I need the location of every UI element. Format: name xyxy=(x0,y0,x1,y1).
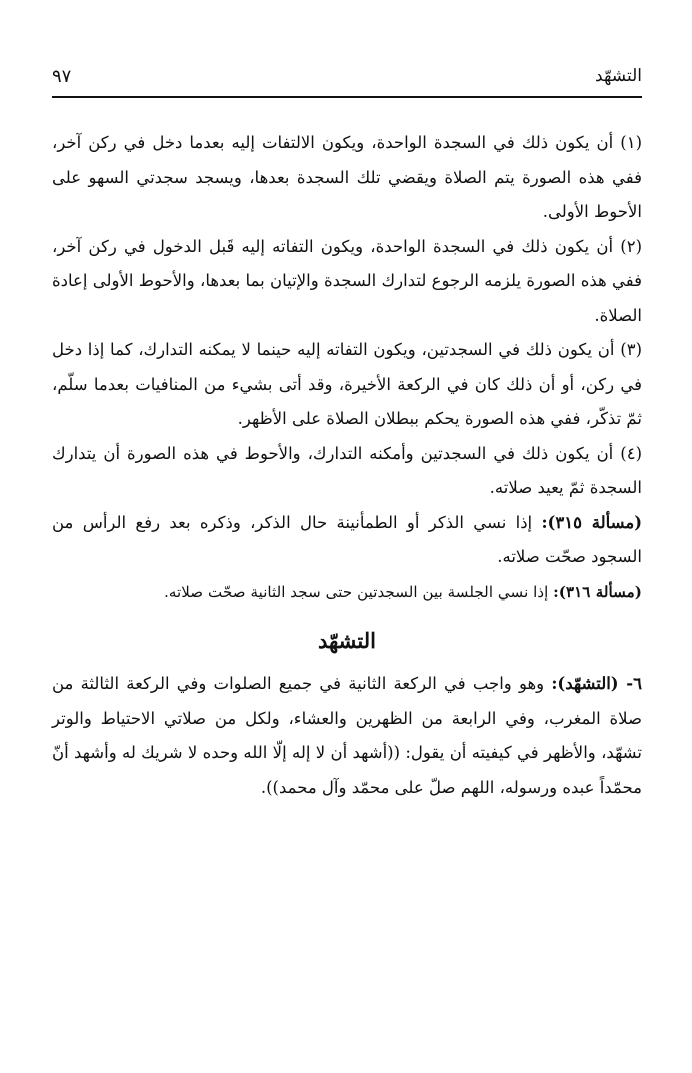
issue-315-paragraph xyxy=(52,506,642,575)
issue-316-text: إذا نسي الجلسة بين السجدتين حتى سجد الثانية صحّت صلاته. xyxy=(164,582,554,601)
case-paragraph-2-text: (٢) أن يكون ذلك في السجدة الواحدة، ويكون التفاته إليه قَبل الدخول في ركن آخر، ففي هذه الصورة يلزمه الرجوع لتدارك السجدة والإتيان بما بعدها، والأحوط الأولى إعادة الصلاة. xyxy=(52,236,642,325)
issue-316-label: (مسألة ٣١٦): xyxy=(553,582,642,601)
book-page xyxy=(52,60,642,1040)
tashahhud-text: وهو واجب في الركعة الثانية في جميع الصلوات وفي الركعة الثالثة من صلاة المغرب، وفي الرابعة من الظهرين والعشاء، ولكل من صلاتي الاحتياط والوتر تشهّد، والأظهر في كيفيته أن يقول: ((أشهد أن لا إله إلّا الله وحده لا شريك له وأشهد أنّ محمّداً عبده ورسوله، اللهم صلّ على محمّد وآل محمد)). xyxy=(52,674,642,797)
case-paragraph-4 xyxy=(52,437,642,506)
tashahhud-label: ٦- (التشهّد): xyxy=(551,674,643,693)
section-heading: التشهّد xyxy=(317,628,376,653)
issue-315-label: (مسألة ٣١٥): xyxy=(541,512,643,532)
header-rule xyxy=(52,96,642,98)
issue-315-text: إذا نسي الذكر أو الطمأنينة حال الذكر، وذكره بعد رفع الرأس من السجود صحّت صلاته. xyxy=(52,512,642,566)
issue-316-paragraph xyxy=(52,575,642,610)
case-paragraph-1 xyxy=(52,126,642,230)
case-paragraph-2 xyxy=(52,230,642,334)
body-text xyxy=(52,126,642,805)
running-header xyxy=(52,60,642,92)
case-paragraph-4-text: (٤) أن يكون ذلك في السجدتين وأمكنه التدارك، والأحوط في هذه الصورة أن يتدارك السجدة ثمّ يعيد صلاته. xyxy=(52,443,642,497)
tashahhud-paragraph xyxy=(52,667,642,805)
running-header-title: التشهّد xyxy=(595,66,642,86)
page-number: ٩٧ xyxy=(52,66,72,87)
case-paragraph-3 xyxy=(52,333,642,437)
case-paragraph-3-text: (٣) أن يكون ذلك في السجدتين، ويكون التفاته إليه حينما لا يمكنه التدارك، كما إذا دخل في ركن، أو أن ذلك كان في الركعة الأخيرة، وقد أتى بشيء من المنافيات بعدما سلّم، ثمّ تذكّر، ففي هذه الصورة يحكم ببطلان الصلاة على الأظهر. xyxy=(52,340,642,428)
case-paragraph-1-text: (١) أن يكون ذلك في السجدة الواحدة، ويكون الالتفات إليه بعدما دخل في ركن آخر، ففي هذه الصورة يتم الصلاة ويقضي تلك السجدة بعدها، ويسجد سجدتي السهو على الأحوط الأولى. xyxy=(52,133,642,221)
